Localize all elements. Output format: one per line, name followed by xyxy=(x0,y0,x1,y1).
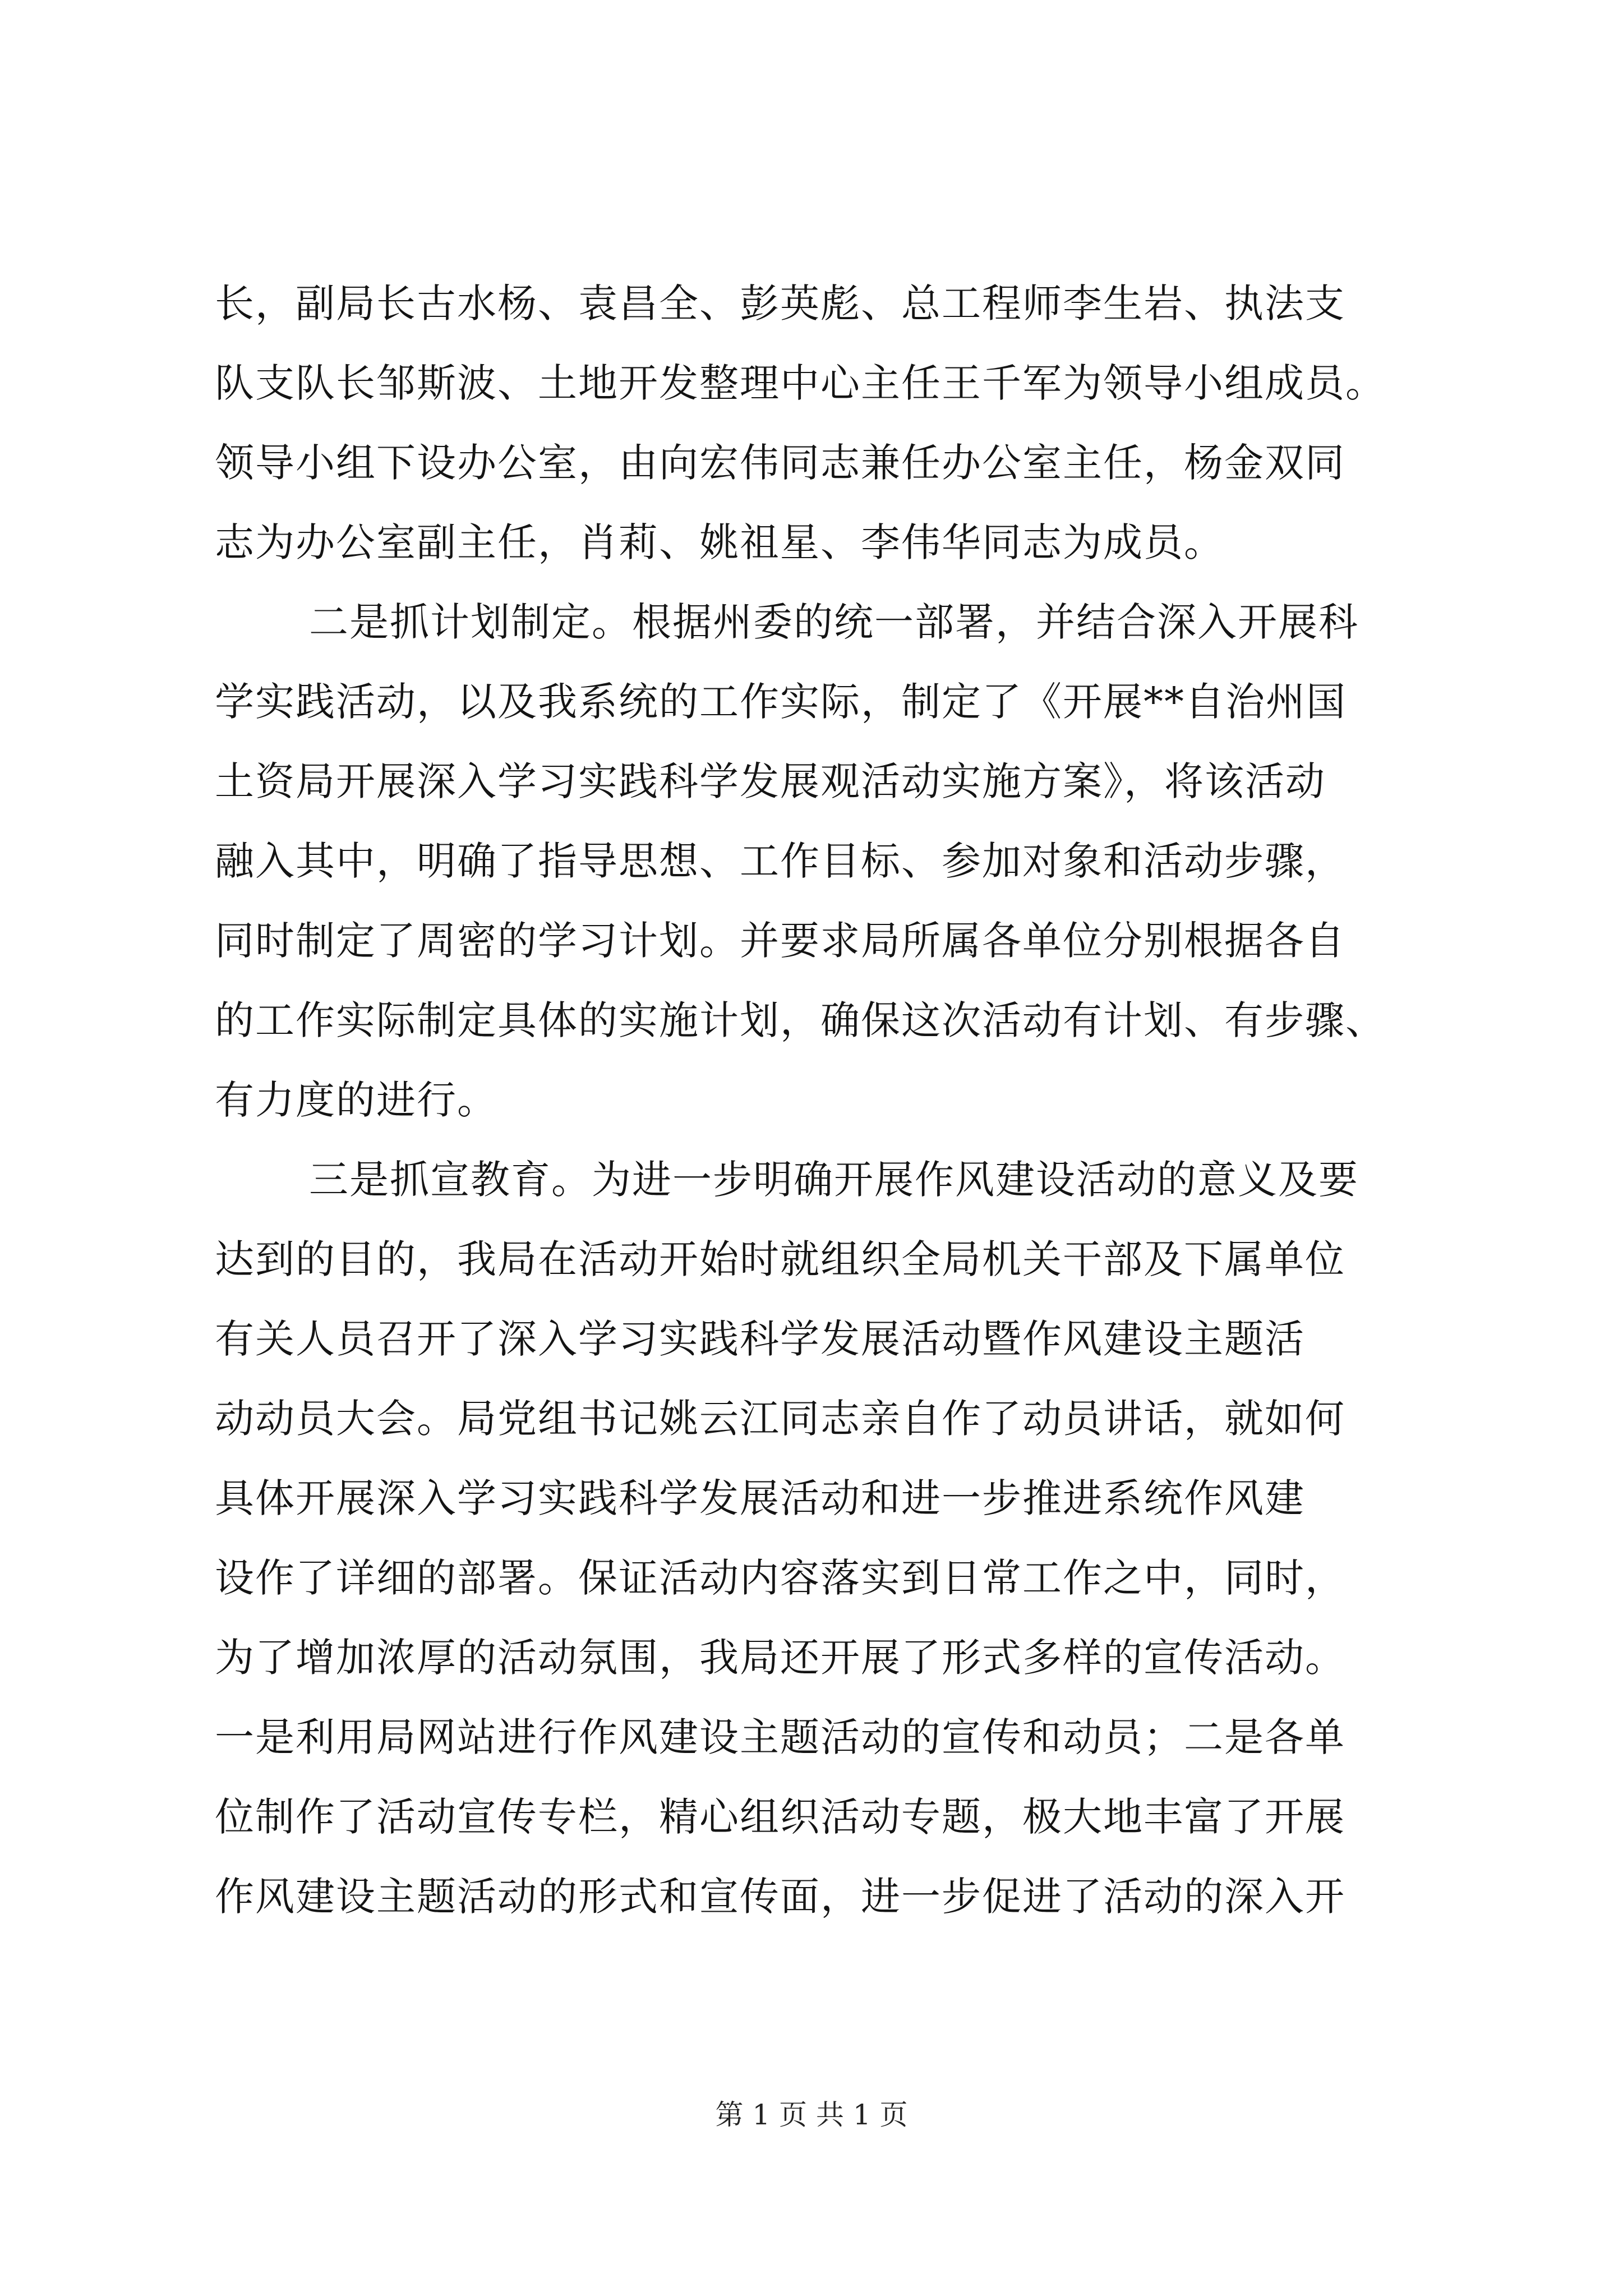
text-line: 设作了详细的部署。保证活动内容落实到日常工作之中，同时， xyxy=(215,1555,1345,1601)
paragraph-first-line: 三是抓宣教育。为进一步明确开展作风建设活动的意义及要 xyxy=(309,1157,1359,1203)
text-line: 位制作了活动宣传专栏，精心组织活动专题，极大地丰富了开展 xyxy=(215,1794,1345,1840)
text-line: 有关人员召开了深入学习实践科学发展活动暨作风建设主题活 xyxy=(215,1316,1305,1362)
paragraph-first-line: 二是抓计划制定。根据州委的统一部署，并结合深入开展科 xyxy=(309,599,1359,645)
text-line: 同时制定了周密的学习计划。并要求局所属各单位分别根据各自 xyxy=(215,918,1345,964)
text-line: 为了增加浓厚的活动氛围，我局还开展了形式多样的宣传活动。 xyxy=(215,1635,1345,1681)
text-line: 学实践活动，以及我系统的工作实际，制定了《开展**自治州国 xyxy=(215,679,1347,725)
text-line: 有力度的进行。 xyxy=(215,1077,497,1123)
text-line: 队支队长邹斯波、土地开发整理中心主任王千军为领导小组成员。 xyxy=(215,360,1386,406)
text-line: 融入其中，明确了指导思想、工作目标、参加对象和活动步骤， xyxy=(215,838,1345,884)
text-line: 动动员大会。局党组书记姚云江同志亲自作了动员讲话，就如何 xyxy=(215,1396,1345,1442)
text-line: 一是利用局网站进行作风建设主题活动的宣传和动员；二是各单 xyxy=(215,1714,1345,1760)
text-line: 具体开展深入学习实践科学发展活动和进一步推进系统作风建 xyxy=(215,1475,1305,1521)
text-line: 长，副局长古水杨、袁昌全、彭英彪、总工程师李生岩、执法支 xyxy=(215,280,1345,326)
text-line: 土资局开展深入学习实践科学发展观活动实施方案》，将该活动 xyxy=(215,758,1326,804)
page-number-footer: 第 1 页 共 1 页 xyxy=(715,2099,908,2131)
text-line: 达到的目的，我局在活动开始时就组织全局机关干部及下属单位 xyxy=(215,1236,1345,1282)
text-line: 志为办公室副主任，肖莉、姚祖星、李伟华同志为成员。 xyxy=(215,519,1224,565)
document-body xyxy=(215,264,1432,1936)
text-line: 作风建设主题活动的形式和宣传面，进一步促进了活动的深入开 xyxy=(215,1874,1345,1920)
text-line: 领导小组下设办公室，由向宏伟同志兼任办公室主任，杨金双同 xyxy=(215,440,1345,486)
text-line: 的工作实际制定具体的实施计划，确保这次活动有计划、有步骤、 xyxy=(215,997,1386,1043)
